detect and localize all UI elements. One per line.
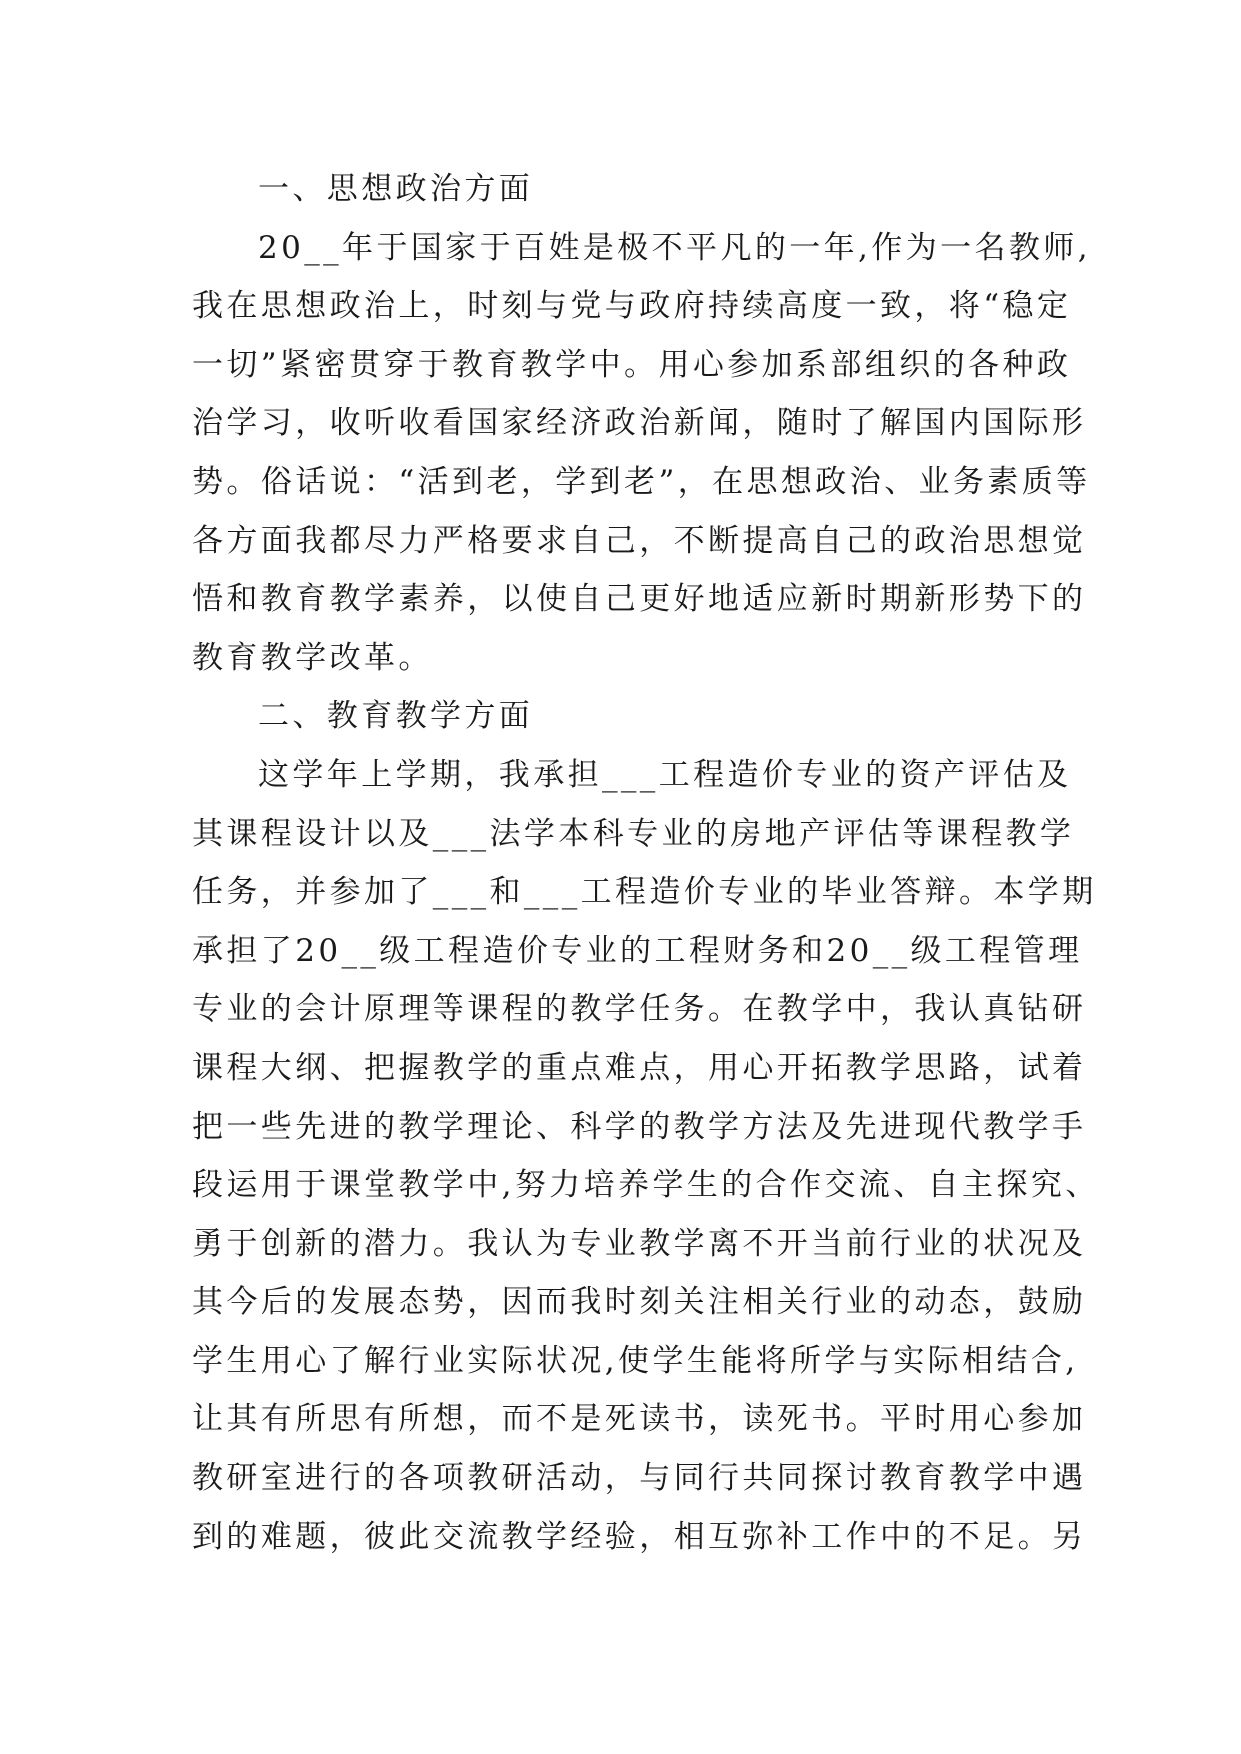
paragraph-line: 教育教学改革。 <box>192 639 433 676</box>
paragraph-line: 这学年上学期，我承担___工程造价专业的资产评估及 <box>258 756 1072 793</box>
paragraph-line: 段运用于课堂教学中,努力培养学生的合作交流、自主探究、 <box>192 1167 1100 1204</box>
paragraph-line: 20__年于国家于百姓是极不平凡的一年,作为一名教师, <box>258 229 1091 266</box>
paragraph-line: 让其有所思有所想，而不是死读书，读死书。平时用心参加 <box>192 1401 1087 1438</box>
paragraph-line: 课程大纲、把握教学的重点难点，用心开拓教学思路，试着 <box>192 1049 1087 1086</box>
paragraph-line: 到的难题，彼此交流教学经验，相互弥补工作中的不足。另 <box>192 1518 1087 1555</box>
paragraph-line: 专业的会计原理等课程的教学任务。在教学中，我认真钻研 <box>192 991 1087 1028</box>
paragraph-line: 一切”紧密贯穿于教育教学中。用心参加系部组织的各种政 <box>192 346 1072 383</box>
paragraph-line: 承担了20__级工程造价专业的工程财务和20__级工程管理 <box>192 932 1083 969</box>
paragraph-line: 势。俗话说：“活到老，学到老”，在思想政治、业务素质等 <box>192 463 1091 500</box>
paragraph-line: 治学习，收听收看国家经济政治新闻，随时了解国内国际形 <box>192 405 1087 442</box>
paragraph-line: 把一些先进的教学理论、科学的教学方法及先进现代教学手 <box>192 1108 1087 1145</box>
paragraph-line: 我在思想政治上，时刻与党与政府持续高度一致，将“稳定 <box>192 288 1072 325</box>
section-heading-politics: 一、思想政治方面 <box>258 171 534 207</box>
paragraph-line: 勇于创新的潜力。我认为专业教学离不开当前行业的状况及 <box>192 1225 1087 1262</box>
paragraph-politics <box>192 219 1091 688</box>
paragraph-line: 悟和教育教学素养，以使自己更好地适应新时期新形势下的 <box>192 581 1087 618</box>
paragraph-line: 任务，并参加了___和___工程造价专业的毕业答辩。本学期 <box>192 874 1097 911</box>
section-heading-teaching: 二、教育教学方面 <box>258 698 534 735</box>
paragraph-teaching <box>192 746 1100 1566</box>
paragraph-line: 教研室进行的各项教研活动，与同行共同探讨教育教学中遇 <box>192 1460 1087 1497</box>
document-body <box>192 160 1100 1566</box>
paragraph-line: 其今后的发展态势，因而我时刻关注相关行业的动态，鼓励 <box>192 1284 1087 1321</box>
paragraph-line: 其课程设计以及___法学本科专业的房地产评估等课程教学 <box>192 815 1075 852</box>
paragraph-line: 学生用心了解行业实际状况,使学生能将所学与实际相结合, <box>192 1342 1079 1379</box>
paragraph-line: 各方面我都尽力严格要求自己，不断提高自己的政治思想觉 <box>192 522 1087 559</box>
